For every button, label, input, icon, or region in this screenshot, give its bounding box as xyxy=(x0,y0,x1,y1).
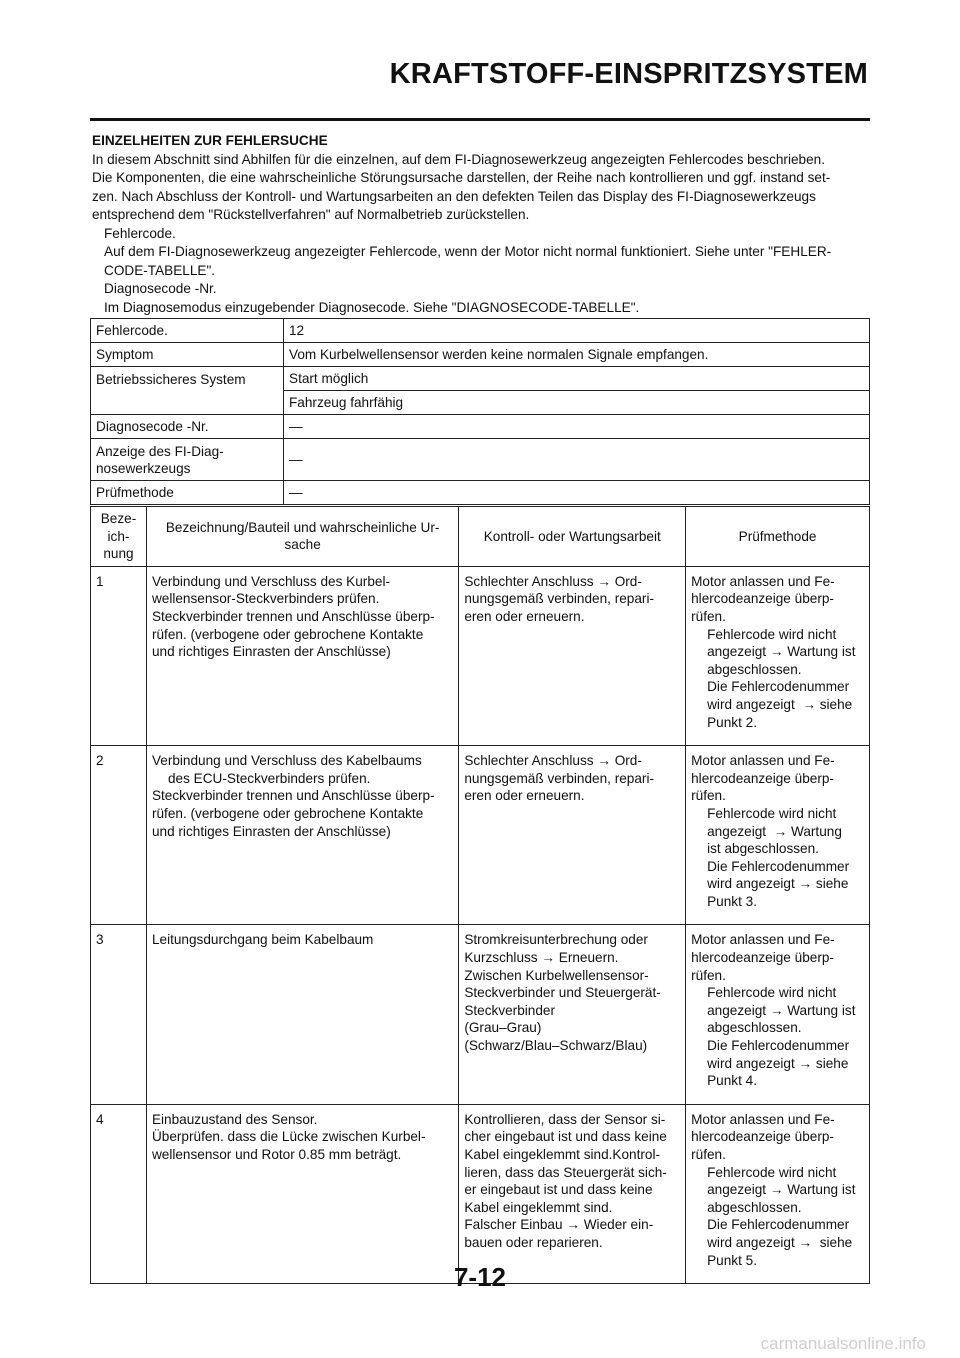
header-text: Bezeichnung/Bauteil und wahrscheinliche Ur- xyxy=(165,519,440,535)
method-text: Wartung xyxy=(791,823,842,839)
cause-line: Steckverbinder trennen und Anschlüsse überp- xyxy=(151,788,435,804)
symptom-value: Vom Kurbelwellensensor werden keine normalen Signale empfangen. xyxy=(284,343,870,367)
action-text: Schlechter Anschluss xyxy=(464,573,594,589)
note-line: CODE-TABELLE". xyxy=(104,262,216,278)
action-line: (Grau–Grau) xyxy=(464,1020,542,1036)
arrow-icon: → xyxy=(541,950,555,966)
method-text: Wartung ist xyxy=(787,644,856,660)
action-line xyxy=(464,573,680,591)
action-line xyxy=(464,752,680,770)
note-line: Diagnosecode -Nr. xyxy=(104,281,217,296)
note-line: Im Diagnosemodus einzugebender Diagnosecode. Siehe "DIAGNOSECODE-TABELLE". xyxy=(104,299,640,315)
step-cause xyxy=(146,1104,458,1283)
intro-line: Die Komponenten, die eine wahrscheinliche Störungsursache darstellen, der Reihe nach kontrollieren und ggf. instand set- xyxy=(92,170,831,185)
header-text: sache xyxy=(284,537,321,553)
table-row xyxy=(91,566,870,745)
method-line: Motor anlassen und Fe- xyxy=(691,573,835,589)
header-col-cause xyxy=(146,507,458,567)
action-line: Kabel eingeklemmt sind. xyxy=(464,1199,613,1215)
summary-table xyxy=(90,318,870,505)
intro-line: In diesem Abschnitt sind Abhilfen für die einzelnen, auf dem FI-Diagnosewerkzeug angezeigten Fehlercodes beschrieben. xyxy=(92,151,825,167)
action-line: Kontrollieren, dass der Sensor si- xyxy=(464,1111,666,1127)
method-line: hlercodeanzeige überp- xyxy=(691,591,834,607)
cause-line: wellensensor und Rotor 0.85 mm beträgt. xyxy=(151,1147,402,1162)
action-text: Erneuern. xyxy=(558,950,619,966)
step-number: 1 xyxy=(91,566,147,745)
symptom-label: Symptom xyxy=(91,343,284,367)
anzeige-label-line: nosewerkzeugs xyxy=(96,460,191,476)
note-line: Fehlercode. xyxy=(104,225,176,241)
cause-line: Einbauzustand des Sensor. xyxy=(151,1111,318,1127)
pruefmethode-label: Prüfmethode xyxy=(91,481,284,505)
cause-line: des ECU-Steckverbinders prüfen. xyxy=(167,770,371,786)
arrow-icon: → xyxy=(798,1234,813,1250)
action-line: Zwischen Kurbelwellensensor- xyxy=(464,967,649,983)
method-text: siehe xyxy=(815,876,849,892)
step-action xyxy=(459,746,686,925)
action-line: cher eingebaut ist und dass keine xyxy=(464,1129,667,1145)
method-line xyxy=(691,1234,864,1252)
anzeige-label xyxy=(91,439,284,481)
method-text: siehe xyxy=(815,1055,849,1071)
step-cause xyxy=(146,925,458,1104)
method-text: angezeigt xyxy=(707,644,767,660)
method-line: abgeschlossen. xyxy=(707,1199,802,1215)
method-text: siehe xyxy=(819,1234,853,1250)
section-heading: EINZELHEITEN ZUR FEHLERSUCHE xyxy=(92,133,328,148)
method-line: ist abgeschlossen. xyxy=(707,841,819,857)
action-text: Falscher Einbau xyxy=(464,1217,563,1233)
anzeige-label-line: Anzeige des FI-Diag- xyxy=(96,443,224,459)
method-line: Die Fehlercodenummer xyxy=(707,1217,850,1233)
method-line: Punkt 2. xyxy=(707,714,757,730)
step-number: 3 xyxy=(91,925,147,1104)
method-line: Fehlercode wird nicht xyxy=(707,1164,837,1180)
table-row xyxy=(91,925,870,1104)
step-number: 2 xyxy=(91,746,147,925)
watermark: carmanualsonline.info xyxy=(760,1334,926,1353)
method-line: hlercodeanzeige überp- xyxy=(691,770,834,786)
page-number: 7-12 xyxy=(453,1262,507,1292)
method-text: angezeigt xyxy=(707,823,767,839)
method-line xyxy=(691,1002,864,1020)
cause-line: Verbindung und Verschluss des Kabelbaums xyxy=(151,753,422,769)
arrow-icon: → xyxy=(769,1182,784,1198)
step-number: 4 xyxy=(91,1104,147,1283)
note-line: Auf dem FI-Diagnosewerkzeug angezeigter Fehlercode, wenn der Motor nicht normal funktioniert. Siehe unter "FEHLER- xyxy=(104,244,832,259)
method-text: angezeigt xyxy=(707,1002,767,1018)
arrow-icon: → xyxy=(769,1002,784,1018)
method-text: wird angezeigt xyxy=(707,876,795,892)
action-line: nungsgemäß verbinden, repari- xyxy=(464,591,654,607)
arrow-icon: → xyxy=(798,876,813,892)
title-divider xyxy=(90,118,870,121)
arrow-icon: → xyxy=(597,753,611,769)
betrieb-value-1: Start möglich xyxy=(284,367,870,391)
action-line: Steckverbinder xyxy=(464,1002,555,1018)
arrow-icon: → xyxy=(769,644,784,660)
action-line: lieren, dass das Steuergerät sich- xyxy=(464,1164,667,1180)
method-line: Die Fehlercodenummer xyxy=(707,679,850,695)
method-text: siehe xyxy=(819,696,853,712)
action-text: Kurzschluss xyxy=(464,950,538,966)
action-line: er eingebaut ist und dass keine xyxy=(464,1182,653,1198)
cause-line: und richtiges Einrasten der Anschlüsse) xyxy=(151,644,391,660)
header-col-action: Kontroll- oder Wartungsarbeit xyxy=(459,507,686,567)
method-line: Punkt 5. xyxy=(707,1252,757,1268)
fehlercode-value: 12 xyxy=(284,319,870,343)
steps-header-row xyxy=(91,507,870,567)
header-col-number xyxy=(91,507,147,567)
method-line: Die Fehlercodenummer xyxy=(707,858,850,874)
cause-line: und richtiges Einrasten der Anschlüsse) xyxy=(151,823,391,839)
cause-line: wellensensor-Steckverbinders prüfen. xyxy=(151,591,380,607)
action-line: nungsgemäß verbinden, repari- xyxy=(464,770,654,786)
intro-line: zen. Nach Abschluss der Kontroll- und Wartungsarbeiten an den defekten Teilen das Display des FI-Diagnosewerkzeugs xyxy=(92,188,816,204)
arrow-icon: → xyxy=(566,1217,580,1233)
fehlercode-label: Fehlercode. xyxy=(91,319,284,343)
method-text: wird angezeigt xyxy=(707,696,795,712)
action-line xyxy=(464,1216,680,1234)
method-line xyxy=(691,823,864,841)
step-action xyxy=(459,925,686,1104)
method-line: Fehlercode wird nicht xyxy=(707,805,837,821)
arrow-icon: → xyxy=(802,696,816,712)
method-line: Die Fehlercodenummer xyxy=(707,1038,850,1054)
method-line: Punkt 4. xyxy=(707,1073,757,1089)
anzeige-value: — xyxy=(284,439,870,481)
method-text: wird angezeigt xyxy=(707,1055,795,1071)
method-line: rüfen. xyxy=(691,608,726,624)
cause-line: Steckverbinder trennen und Anschlüsse überp- xyxy=(151,608,435,624)
method-text: Wartung ist xyxy=(787,1182,856,1198)
page-title: KRAFTSTOFF-EINSPRITZSYSTEM xyxy=(389,58,868,90)
method-line: Motor anlassen und Fe- xyxy=(691,753,835,769)
action-line: Stromkreisunterbrechung oder xyxy=(464,932,648,948)
method-line: abgeschlossen. xyxy=(707,1020,802,1036)
method-line xyxy=(691,1055,864,1073)
action-line: bauen oder reparieren. xyxy=(464,1234,603,1250)
method-line: Punkt 3. xyxy=(707,893,757,909)
method-line: hlercodeanzeige überp- xyxy=(691,1129,834,1145)
table-row xyxy=(91,746,870,925)
method-line: Fehlercode wird nicht xyxy=(707,985,837,1001)
method-line: rüfen. xyxy=(691,967,726,983)
action-text: Ord- xyxy=(614,753,642,769)
action-line: (Schwarz/Blau–Schwarz/Blau) xyxy=(464,1038,648,1054)
action-line: Kabel eingeklemmt sind.Kontrol- xyxy=(464,1147,661,1162)
pruefmethode-value: — xyxy=(284,481,870,505)
method-line: Motor anlassen und Fe- xyxy=(691,1111,835,1127)
step-method xyxy=(686,925,870,1104)
method-text: Wartung ist xyxy=(787,1002,856,1018)
step-cause xyxy=(146,566,458,745)
table-row xyxy=(91,1104,870,1283)
method-line: Fehlercode wird nicht xyxy=(707,626,837,642)
intro-section xyxy=(92,132,870,317)
method-text: angezeigt xyxy=(707,1182,767,1198)
cause-line: rüfen. (verbogene oder gebrochene Kontakte xyxy=(151,805,424,821)
cause-line: Überprüfen. dass die Lücke zwischen Kurbel- xyxy=(151,1129,426,1145)
method-line xyxy=(691,875,864,893)
step-method xyxy=(686,746,870,925)
cause-line: Verbindung und Verschluss des Kurbel- xyxy=(151,573,390,589)
step-action xyxy=(459,566,686,745)
arrow-icon: → xyxy=(773,823,788,839)
method-line: abgeschlossen. xyxy=(707,661,802,677)
method-text: wird angezeigt xyxy=(707,1234,795,1250)
arrow-icon: → xyxy=(597,573,611,589)
steps-table xyxy=(90,506,870,1284)
action-line xyxy=(464,949,680,967)
action-line: eren oder erneuern. xyxy=(464,788,585,804)
step-method xyxy=(686,566,870,745)
diagnosecode-value: — xyxy=(284,415,870,439)
action-line: Steckverbinder und Steuergerät- xyxy=(464,985,661,1001)
arrow-icon: → xyxy=(798,1055,813,1071)
betrieb-label: Betriebssicheres System xyxy=(91,367,284,415)
method-line: rüfen. xyxy=(691,788,726,804)
diagnosecode-label: Diagnosecode -Nr. xyxy=(91,415,284,439)
header-text: Beze- xyxy=(100,511,137,526)
action-text: Wieder ein- xyxy=(583,1217,654,1233)
action-text: Schlechter Anschluss xyxy=(464,753,594,769)
header-text: ich- xyxy=(107,528,130,544)
betrieb-value-2: Fahrzeug fahrfähig xyxy=(284,391,870,415)
method-line xyxy=(691,1181,864,1199)
header-col-method: Prüfmethode xyxy=(686,507,870,567)
step-action xyxy=(459,1104,686,1283)
cause-line: rüfen. (verbogene oder gebrochene Kontakte xyxy=(151,626,424,642)
method-line: hlercodeanzeige überp- xyxy=(691,950,834,966)
step-method xyxy=(686,1104,870,1283)
method-line: rüfen. xyxy=(691,1147,726,1162)
cause-line: Leitungsdurchgang beim Kabelbaum xyxy=(151,932,374,948)
method-line xyxy=(691,696,864,714)
step-cause xyxy=(146,746,458,925)
action-text: Ord- xyxy=(614,573,642,589)
action-line: eren oder erneuern. xyxy=(464,608,585,624)
intro-line: entsprechend dem "Rückstellverfahren" auf Normalbetrieb zurückstellen. xyxy=(92,207,530,222)
method-line: Motor anlassen und Fe- xyxy=(691,932,835,948)
header-text: nung xyxy=(103,546,134,562)
method-line xyxy=(691,643,864,661)
